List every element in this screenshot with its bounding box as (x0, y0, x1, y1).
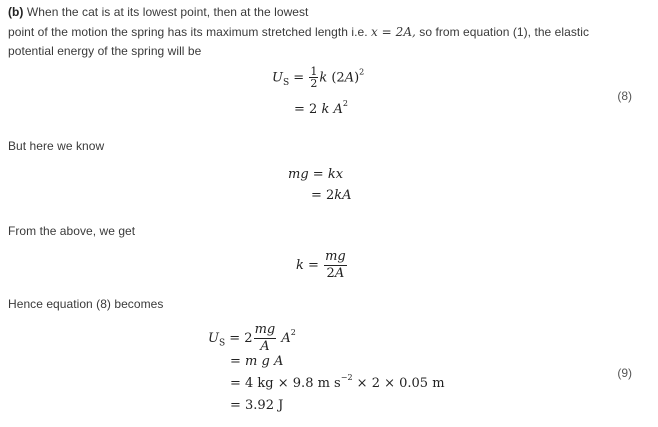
part-b-paragraph (8, 3, 648, 62)
equation-9-line1: $U_S = 2$ $\frac{mg}{A}$ $A^2$ (208, 322, 296, 354)
hence-equation-8-text: Hence equation (8) becomes (8, 297, 164, 311)
part-b-line2-post: so from equation (1), the elastic (419, 24, 590, 39)
equation-9-line4: = 3.92 J (230, 398, 284, 413)
part-b-label: (b) (8, 5, 24, 19)
equation-9-number: (9) (617, 366, 632, 380)
equation-9-line2: = m g A (230, 354, 284, 369)
part-b-line3: potential energy of the spring will be (8, 44, 202, 58)
equation-k: k = $\frac{mg}{2A}$ (296, 249, 346, 281)
equation-8-line1: $U_S$ = $\frac{1}{2}$ k $(2A)^2$ (272, 65, 365, 90)
equation-8-line2: = 2 k $A^2$ (294, 99, 348, 117)
part-b-line2-math: x = 2A, (370, 24, 416, 39)
equation-2kA: = 2kA (311, 188, 352, 203)
part-b-line2-pre: point of the motion the spring has its maximum stretched length i.e. (8, 24, 368, 39)
equation-mg-kx: mg = kx (288, 167, 344, 182)
part-b-line1: When the cat is at its lowest point, then at the lowest (26, 5, 309, 19)
equation-9-line3: = 4 kg × 9.8 m $s^{-2} \times 2 \times 0.05$ m (230, 373, 445, 391)
from-above-text: From the above, we get (8, 224, 136, 238)
but-here-we-know-text: But here we know (8, 139, 105, 153)
equation-8-number: (8) (617, 89, 632, 103)
